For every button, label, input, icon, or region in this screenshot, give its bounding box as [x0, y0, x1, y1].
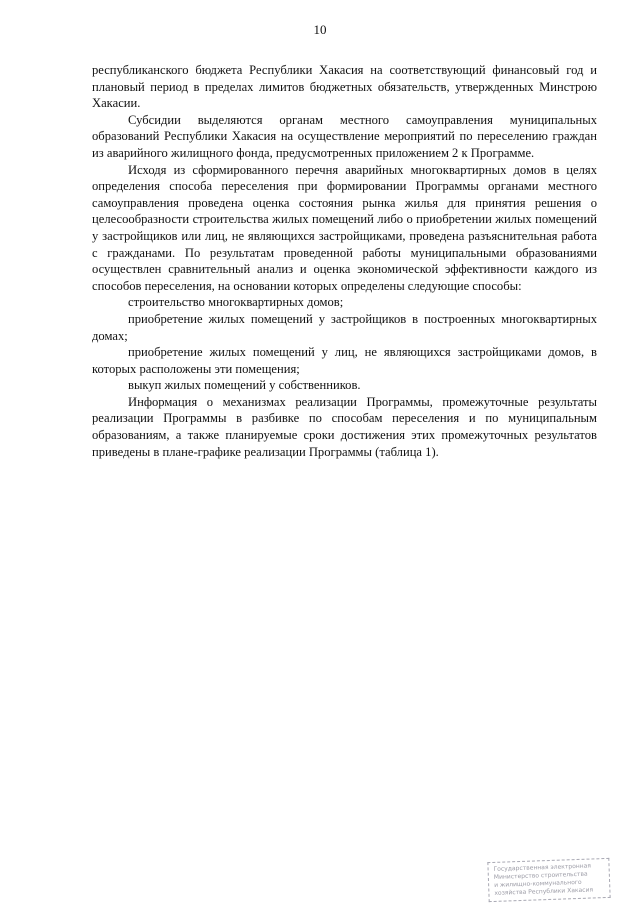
stamp-line: Государственная электронная	[493, 862, 592, 873]
list-item: приобретение жилых помещений у застройщиков в построенных многоквартирных домах;	[92, 311, 597, 343]
list-item: приобретение жилых помещений у лиц, не являющихся застройщиками домов, в которых расположены эти помещения;	[92, 345, 597, 376]
list-item: выкуп жилых помещений у собственников.	[128, 378, 361, 393]
registration-stamp	[487, 858, 610, 902]
paragraph: республиканского бюджета Республики Хакасия на соответствующий финансовый год и плановый период в пределах лимитов бюджетных обязательств, утвержденных Минстрою Хакасии.	[92, 63, 597, 111]
stamp-line: Министерство строительства	[493, 870, 588, 881]
paragraph: Исходя из сформированного перечня аварийных многоквартирных домов в целях определения способа переселения при формировании Программы органами местного самоуправления проведена оценка состояния рынка жилья для принятия решения о целесообразности строительства жилых помещений либо о приобретении жилых помещений у застройщиков или лиц, не являющихся застройщиками, проведена разъяснительная работа с гражданами. По результатам проведенной работы муниципальными образованиями осуществлен сравнительный анализ и оценка экономической эффективности каждого из способов переселения, на основании которых определены следующие способы:	[92, 162, 597, 293]
stamp-line: хозяйства Республики Хакасия	[494, 886, 594, 897]
stamp-line: и жилищно-коммунального	[494, 878, 582, 889]
list-item: строительство многоквартирных домов;	[128, 295, 344, 310]
document-body	[92, 62, 597, 460]
paragraph: Субсидии выделяются органам местного самоуправления муниципальных образований Республики Хакасия на осуществление мероприятий по переселению граждан из аварийного жилищного фонда, предусмотренных приложением 2 к Программе.	[92, 112, 597, 160]
page-number: 10	[313, 22, 327, 37]
paragraph: Информация о механизмах реализации Программы, промежуточные результаты реализации Программы в разбивке по способам переселения и по муниципальным образованиям, а также планируемые сроки достижения этих промежуточных результатов приведены в плане-графике реализации Программы (таблица 1).	[92, 394, 597, 459]
